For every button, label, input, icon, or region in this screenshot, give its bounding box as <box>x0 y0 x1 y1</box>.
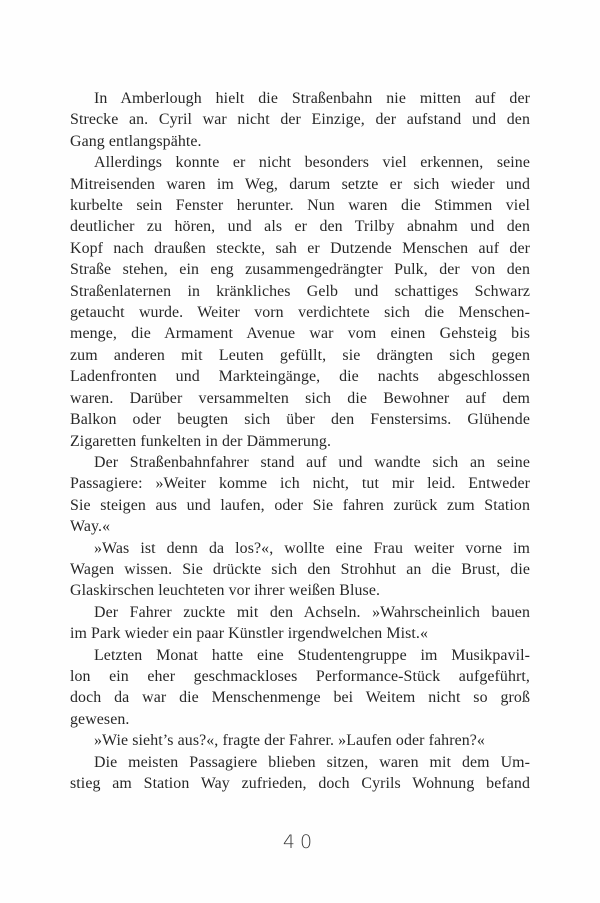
text-line: gewesen. <box>70 710 130 728</box>
paragraph <box>70 152 530 452</box>
paragraph <box>70 88 530 152</box>
text-line: Straßenlaternen in kränkliches Gelb und schattiges Schwarz <box>70 282 530 300</box>
text-line: Sie steigen aus und laufen, oder Sie fahren zurück zum Station <box>70 496 530 514</box>
text-line: menge, die Armament Avenue war vom einen Gehsteig bis <box>70 325 530 343</box>
paragraph <box>70 730 530 751</box>
text-line: kurbelte sein Fenster herunter. Nun waren die Stimmen viel <box>70 197 530 215</box>
paragraph <box>70 538 530 602</box>
text-line: Zigaretten funkelten in der Dämmerung. <box>70 432 332 450</box>
text-line: stieg am Station Way zufrieden, doch Cyrils Wohnung befand <box>70 775 530 792</box>
text-line: Gang entlangspähte. <box>70 132 202 150</box>
text-line: lon ein eher geschmackloses Performance-Stück aufgeführt, <box>70 667 530 685</box>
text-line: im Park wieder ein paar Künstler irgendwelchen Mist.« <box>70 625 429 643</box>
text-line: waren. Darüber versammelten sich die Bewohner auf dem <box>70 389 530 407</box>
text-line: Strecke an. Cyril war nicht der Einzige, der aufstand und den <box>70 111 530 129</box>
text-line: Glaskirschen leuchteten vor ihrer weißen Bluse. <box>70 582 381 600</box>
paragraph <box>70 645 530 731</box>
text-line: Der Straßenbahnfahrer stand auf und wandte sich an seine <box>94 453 530 471</box>
text-line: zum anderen mit Leuten gefüllt, sie drängten sich gegen <box>70 346 530 364</box>
text-line: In Amberlough hielt die Straßenbahn nie mitten auf der <box>94 90 530 107</box>
paragraph <box>70 452 530 538</box>
text-line: Kopf nach draußen steckte, sah er Dutzende Menschen auf der <box>70 239 530 257</box>
text-line: »Was ist denn da los?«, wollte eine Frau weiter vorne im <box>94 539 530 557</box>
text-line: Die meisten Passagiere blieben sitzen, waren mit dem Um- <box>94 753 530 771</box>
page-number: 40 <box>282 831 318 853</box>
text-line: doch da war die Menschenmenge bei Weitem nicht so groß <box>70 689 530 707</box>
text-block <box>70 88 530 794</box>
paragraph <box>70 602 530 645</box>
text-line: Balkon oder beugten sich über den Fenstersims. Glühende <box>70 411 530 429</box>
text-line: Der Fahrer zuckte mit den Achseln. »Wahrscheinlich bauen <box>94 603 530 621</box>
text-line: getaucht wurde. Weiter vorn verdichtete sich die Menschen- <box>70 304 530 322</box>
text-line: »Wie sieht’s aus?«, fragte der Fahrer. »Laufen oder fahren?« <box>94 732 485 750</box>
text-line: deutlicher zu hören, und als er den Trilby abnahm und den <box>70 218 530 236</box>
text-line: Passagiere: »Weiter komme ich nicht, tut mir leid. Entweder <box>70 475 530 493</box>
text-line: Allerdings konnte er nicht besonders viel erkennen, seine <box>94 154 530 172</box>
text-line: Ladenfronten und Markteingänge, die nachts abgeschlossen <box>70 368 530 386</box>
text-line: Straße stehen, ein eng zusammengedrängter Pulk, der von den <box>70 261 530 279</box>
text-line: Wagen wissen. Sie drückte sich den Strohhut an die Brust, die <box>70 560 530 578</box>
paragraph <box>70 752 530 795</box>
text-line: Letzten Monat hatte eine Studentengruppe im Musikpavil- <box>94 646 530 664</box>
text-line: Mitreisenden waren im Weg, darum setzte er sich wieder und <box>70 175 530 193</box>
text-line: Way.« <box>70 518 111 536</box>
